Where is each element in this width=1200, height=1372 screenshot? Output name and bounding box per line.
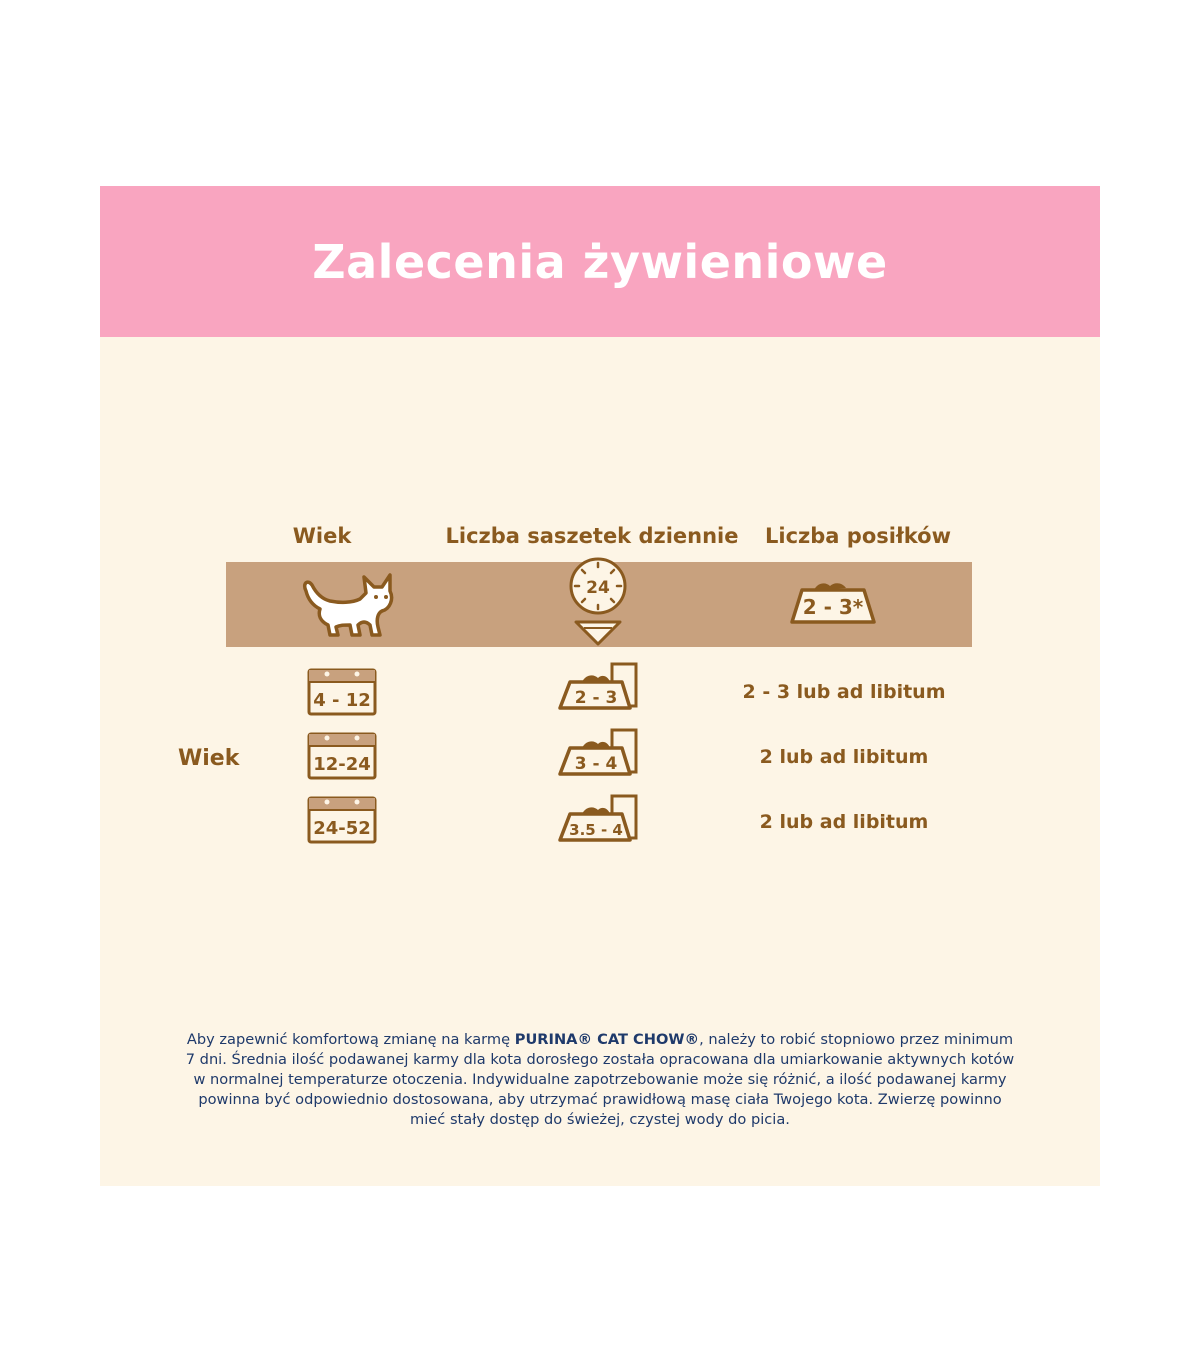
sachet-bowl-icon <box>556 660 640 712</box>
page-title: Zalecenia żywieniowe <box>312 234 888 289</box>
footnote-text: , należy to robić stopniowo przez minimum 7 dni. Średnia ilość podawanej karmy dla kota dorosłego została opracowana dla umiarkowanie aktywnych kotów w normalnej temperaturze otoczenia. Indywidualne zapotrzebowanie może się różnić, a ilość podawanej karmy powinna być odpowiednio dostosowana, aby utrzymać prawidłową masę ciała Twojego kota. Zwierzę powinno mieć stały dostęp do świeżej, czystej wody do picia. <box>185 1031 1015 1128</box>
footnote <box>180 1030 1020 1130</box>
footnote-text: Aby zapewnić komfortową zmianę na karmę <box>186 1031 515 1048</box>
age-range: 4 - 12 <box>313 690 371 711</box>
meal-count: 2 - 3 lub ad libitum <box>742 681 946 703</box>
sachet-count: 3 - 4 <box>574 754 618 774</box>
sachet-count: 3.5 - 4 <box>569 821 623 839</box>
food-bowl-icon <box>788 580 878 628</box>
clock-label: 24 <box>586 578 610 598</box>
sachet-count: 2 - 3 <box>574 688 618 708</box>
clock-24-icon <box>566 556 630 648</box>
sachet-bowl-icon <box>556 792 640 844</box>
kitten-icon <box>300 569 398 641</box>
row-label-age: Wiek <box>178 746 240 771</box>
calendar-icon <box>307 730 377 780</box>
title-banner <box>100 186 1100 337</box>
meal-count: 2 lub ad libitum <box>759 746 929 768</box>
sachet-bowl-icon <box>556 726 640 778</box>
calendar-icon <box>307 794 377 844</box>
calendar-icon <box>307 666 377 716</box>
feeding-card <box>100 186 1100 1186</box>
column-header-meals: Liczba posiłków <box>765 524 951 548</box>
column-header-sachets: Liczba saszetek dziennie <box>445 524 739 548</box>
column-header-age: Wiek <box>292 524 352 548</box>
age-range: 12-24 <box>313 754 371 775</box>
bowl-label: 2 - 3* <box>802 595 864 619</box>
age-range: 24-52 <box>313 818 371 839</box>
brand-name: PURINA® CAT CHOW® <box>514 1031 700 1048</box>
meal-count: 2 lub ad libitum <box>759 811 929 833</box>
